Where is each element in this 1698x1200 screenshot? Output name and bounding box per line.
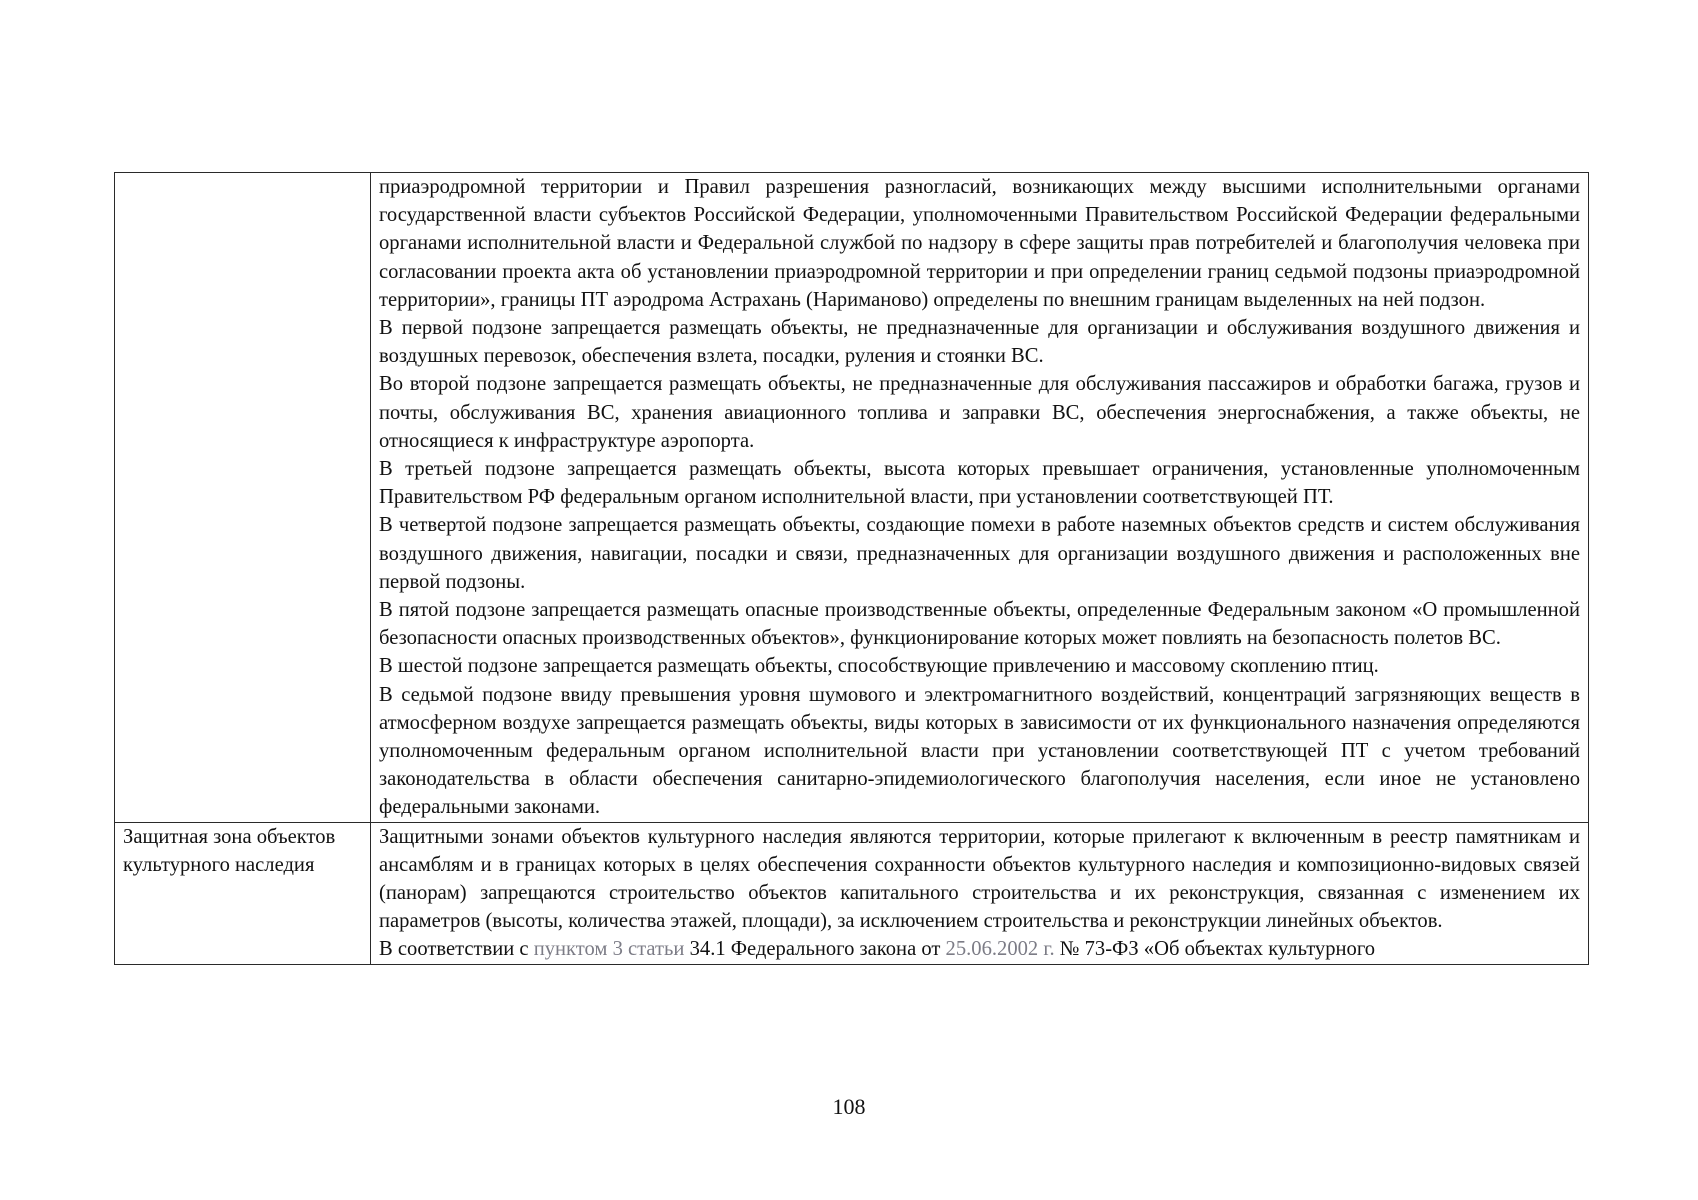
- law-article-link[interactable]: статьи: [628, 938, 685, 961]
- row-content-cell: [371, 822, 1589, 964]
- paragraph: Во второй подзоне запрещается размещать объекты, не предназначенные для обслуживания пассажиров и обработки багажа, грузов и почты, обслуживания ВС, хранения авиационного топлива и заправки ВС, обеспечения энергоснабжения, а также объекты, не относящиеся к инфраструктуре аэропорта.: [379, 373, 1580, 452]
- page-number: 108: [832, 1094, 866, 1119]
- row-content-cell: [371, 173, 1589, 823]
- paragraph: В пятой подзоне запрещается размещать опасные производственные объекты, определенные Федеральным законом «О промышленной безопасности опасных производственных объектов», функционирование которых может повлиять на безопасность полетов ВС.: [379, 599, 1580, 650]
- text-run: № 73-ФЗ «Об объектах культурного: [1054, 938, 1376, 961]
- table-row: [115, 173, 1589, 823]
- table-row: [115, 822, 1589, 964]
- text-run: В соответствии с: [379, 938, 534, 961]
- paragraph: В третьей подзоне запрещается размещать объекты, высота которых превышает ограничения, установленные уполномоченным Правительством РФ федеральным органом исполнительной власти, при установлении соответствующей ПТ.: [379, 458, 1580, 509]
- document-table: [114, 172, 1589, 965]
- paragraph: [379, 935, 1580, 963]
- paragraph: Защитными зонами объектов культурного наследия являются территории, которые прилегают к включенным в реестр памятникам и ансамблям и в границах которых в целях обеспечения сохранности объектов культурного наследия и композиционно-видовых связей (панорам) запрещаются строительство объектов капитального строительства и их реконструкция, связанная с изменением их параметров (высоты, количества этажей, площади), за исключением строительства и реконструкции линейных объектов.: [379, 825, 1580, 933]
- paragraph: приаэродромной территории и Правил разрешения разногласий, возникающих между высшими исполнительными органами государственной власти субъектов Российской Федерации, уполномоченными Правительством Российской Федерации федеральными органами исполнительной власти и Федеральной службой по надзору в сфере защиты прав потребителей и благополучия человека при согласовании проекта акта об установлении приаэродромной территории и при определении границ седьмой подзоны приаэродромной территории», границы ПТ аэродрома Астрахань (Нариманово) определены по внешним границам выделенных на ней подзон.: [379, 176, 1580, 311]
- paragraph: В шестой подзоне запрещается размещать объекты, способствующие привлечению и массовому скоплению птиц.: [379, 655, 1379, 678]
- paragraph: В первой подзоне запрещается размещать объекты, не предназначенные для организации и обслуживания воздушного движения и воздушных перевозок, обеспечения взлета, посадки, руления и стоянки ВС.: [379, 317, 1580, 368]
- row-label-cell: [115, 173, 371, 823]
- law-date-link[interactable]: 25.06.2002: [945, 938, 1039, 961]
- text-run: 34.1 Федерального закона от: [684, 938, 946, 961]
- paragraph: В седьмой подзоне ввиду превышения уровня шумового и электромагнитного воздействий, концентраций загрязняющих веществ в атмосферном воздухе запрещается размещать объекты, виды которых в зависимости от их функционального назначения определяются уполномоченным федеральным органом исполнительной власти при установлении соответствующей ПТ с учетом требований законодательства в области обеспечения санитарно-эпидемиологического благополучия населения, если иное не установлено федеральными законами.: [379, 683, 1580, 819]
- law-point-link[interactable]: пунктом 3: [533, 938, 623, 961]
- paragraph: В четвертой подзоне запрещается размещать объекты, создающие помехи в работе наземных объектов средств и систем обслуживания воздушного движения, навигации, посадки и связи, предназначенных для организации воздушного движения и расположенных вне первой подзоны.: [379, 514, 1580, 593]
- law-year-link[interactable]: г.: [1043, 938, 1055, 961]
- row-label-cell: [115, 822, 371, 964]
- row-label: Защитная зона объектов культурного наследия: [123, 825, 336, 876]
